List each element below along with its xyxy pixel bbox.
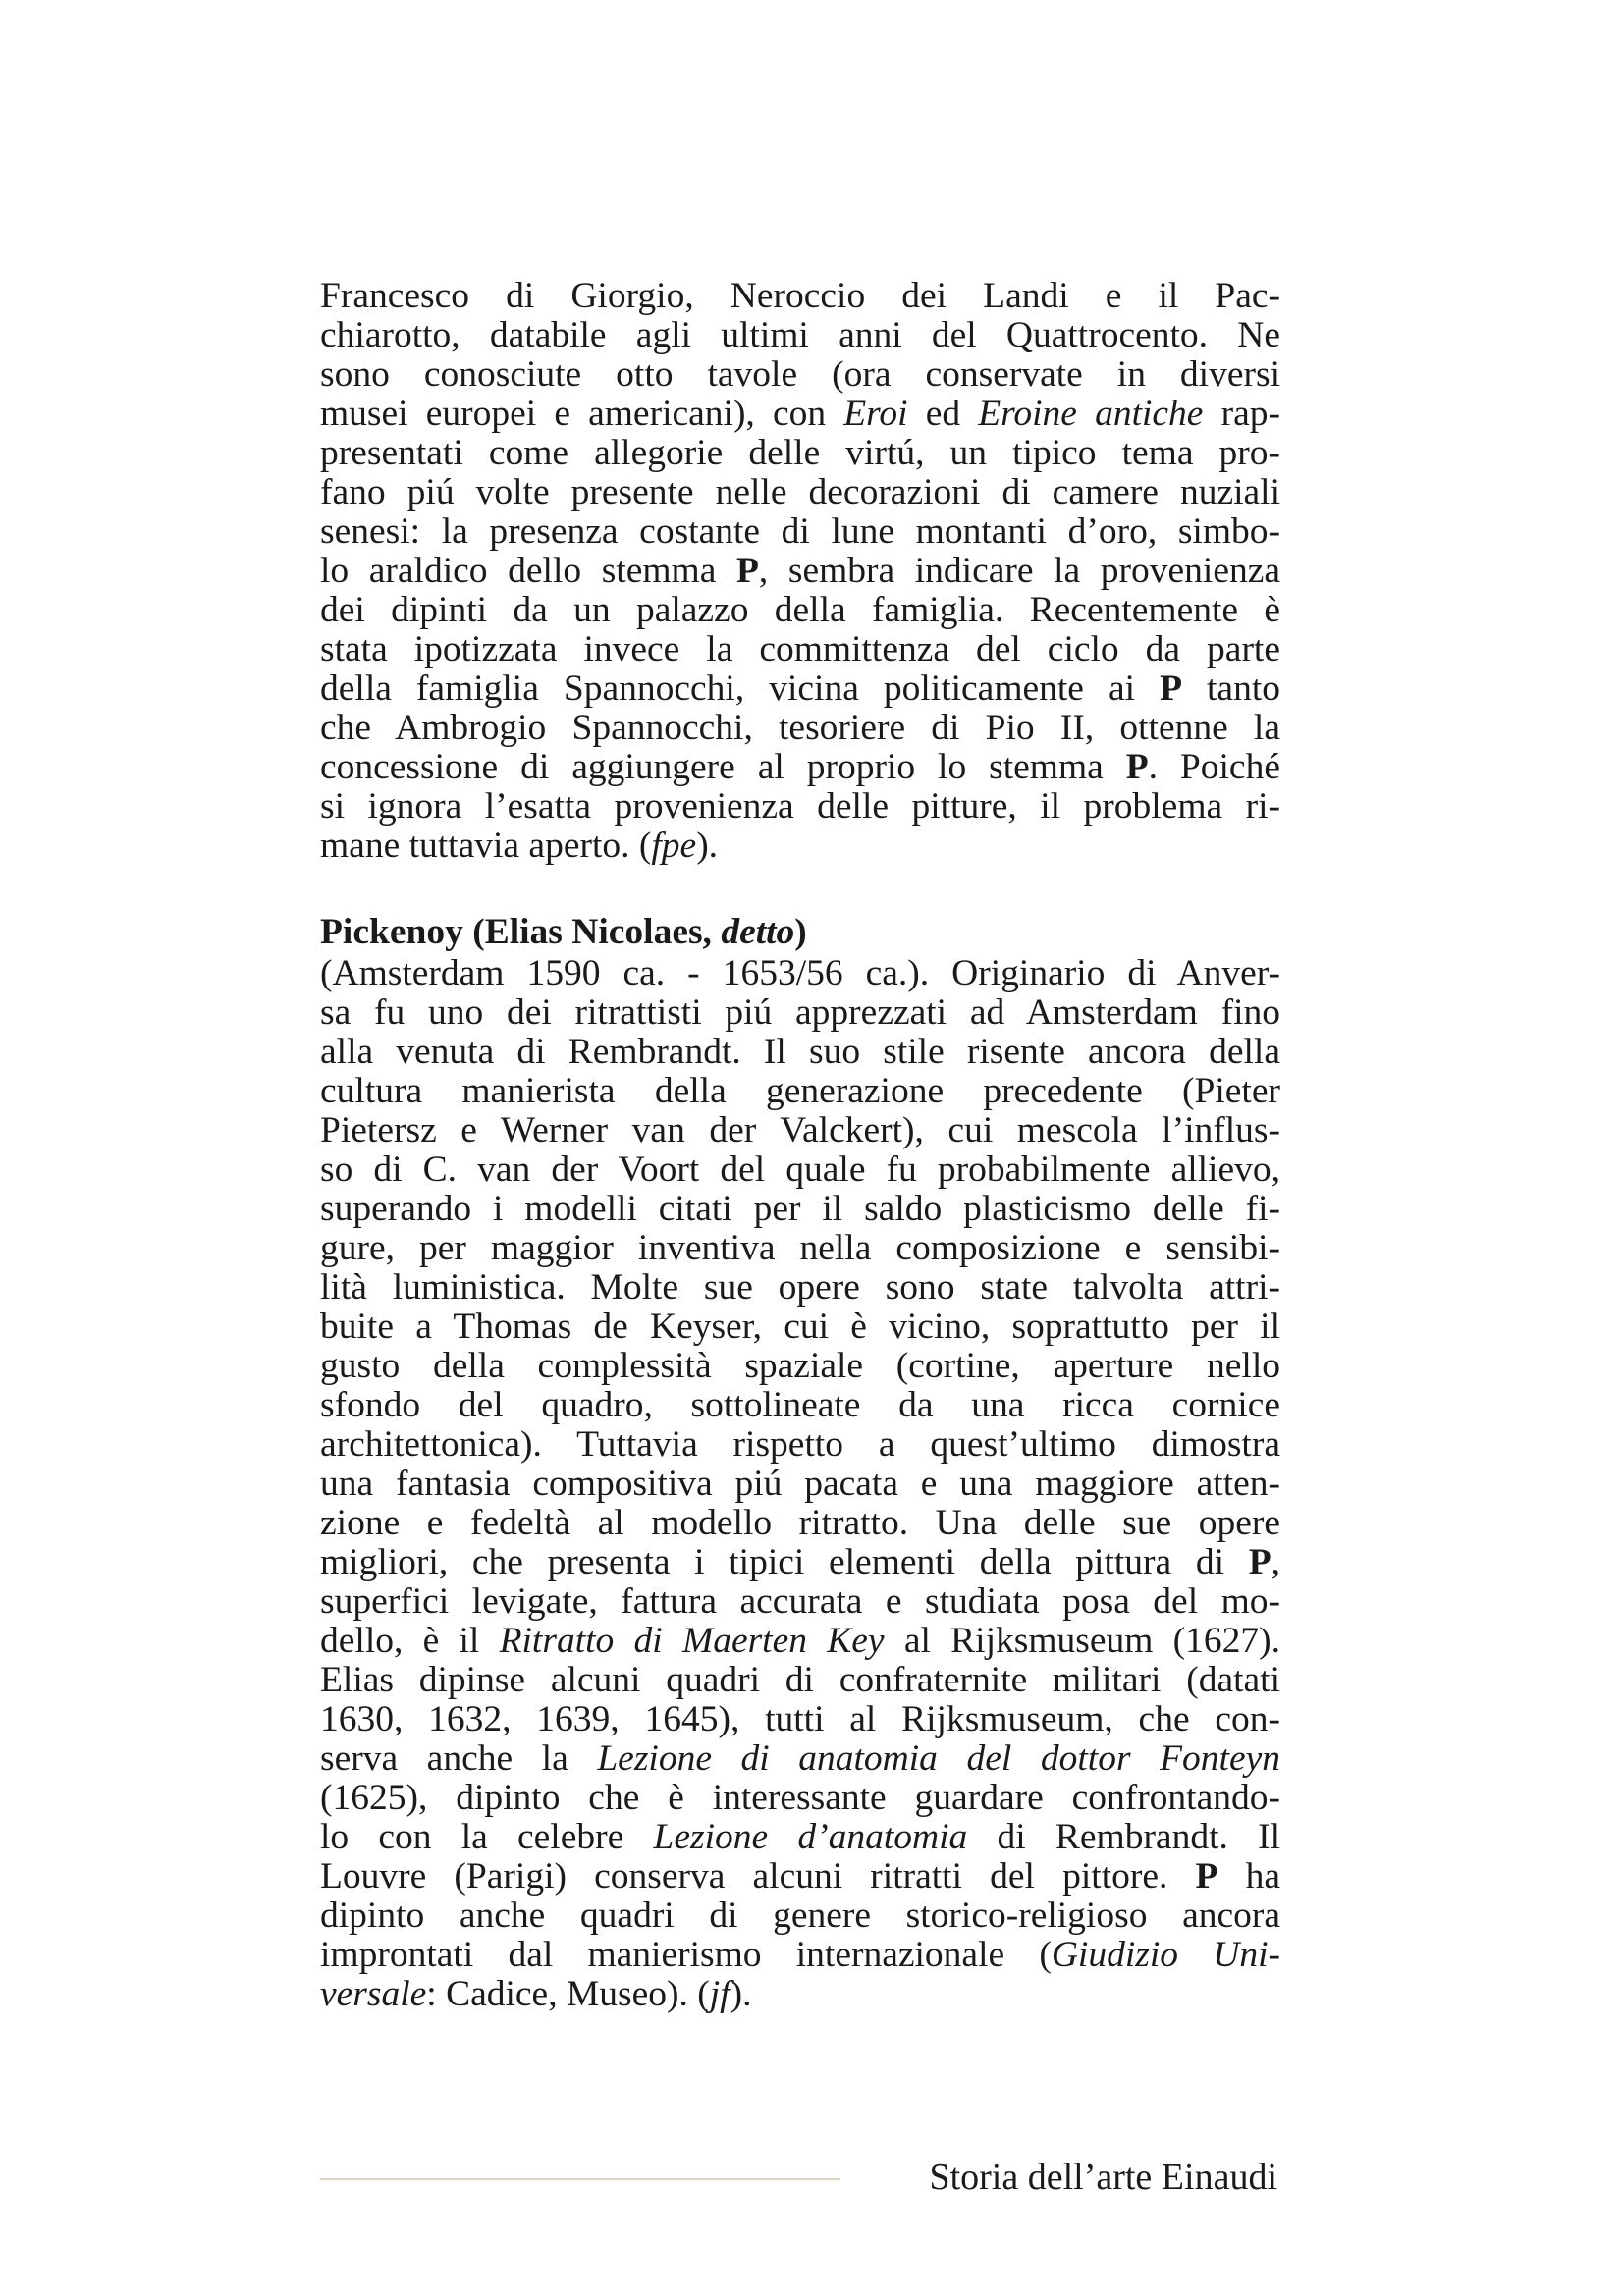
entry-body-paragraph (320, 954, 1280, 2014)
entry-body-line-13: architettonica). Tuttavia rispetto a quest’ultimo dimostra (320, 1424, 1280, 1465)
footer-publisher: Storia dell’arte Einaudi (929, 2157, 1277, 2198)
entry-body-line-26: improntati dal manierismo internazionale (Giudizio Uni- (320, 1935, 1280, 1975)
entry-body-line-12: sfondo del quadro, sottolineate da una ricca cornice (320, 1385, 1280, 1425)
entry-body-line-14: una fantasia compositiva piú pacata e una maggiore atten- (320, 1464, 1280, 1504)
entry-body-line-18: dello, è il Ritratto di Maerten Key al Rijksmuseum (1627). (320, 1621, 1281, 1661)
entry-body-line-23: lo con la celebre Lezione d’anatomia di Rembrandt. Il (320, 1817, 1280, 1857)
entry-body-line-22: (1625), dipinto che è interessante guardare confrontando- (320, 1778, 1280, 1818)
intro-line-5: presentati come allegorie delle virtú, un tipico tema pro- (320, 433, 1280, 473)
intro-line-12: che Ambrogio Spannocchi, tesoriere di Pio II, ottenne la (320, 708, 1280, 748)
intro-line-13: concessione di aggiungere al proprio lo stemma P. Poiché (320, 747, 1280, 787)
entry-body-line-27: versale: Cadice, Museo). (jf). (320, 1974, 752, 2014)
entry-body-line-10: buite a Thomas de Keyser, cui è vicino, soprattutto per il (320, 1307, 1280, 1347)
entry-body-line-7: superando i modelli citati per il saldo plasticismo delle fi- (320, 1189, 1280, 1229)
entry-body-line-5: Pietersz e Werner van der Valckert), cui mescola l’influs- (320, 1110, 1280, 1150)
intro-line-15: mane tuttavia aperto. (fpe). (320, 826, 719, 866)
intro-line-14: si ignora l’esatta provenienza delle pitture, il problema ri- (320, 786, 1280, 827)
intro-line-9: dei dipinti da un palazzo della famiglia. Recentemente è (320, 590, 1280, 630)
intro-line-10: stata ipotizzata invece la committenza del ciclo da parte (320, 629, 1280, 669)
entry-body-line-19: Elias dipinse alcuni quadri di confraternite militari (datati (320, 1660, 1280, 1700)
intro-paragraph (320, 277, 1280, 866)
intro-line-3: sono conosciute otto tavole (ora conservate in diversi (320, 354, 1280, 395)
entry-heading: Pickenoy (Elias Nicolaes, detto) (320, 912, 807, 952)
entry-body-line-11: gusto della complessità spaziale (cortine, aperture nello (320, 1346, 1280, 1386)
entry-body-line-17: superfici levigate, fattura accurata e studiata posa del mo- (320, 1581, 1280, 1622)
entry-body-line-2: sa fu uno dei ritrattisti piú apprezzati ad Amsterdam fino (320, 992, 1280, 1033)
entry-body-line-9: lità luministica. Molte sue opere sono state talvolta attri- (320, 1267, 1280, 1308)
intro-line-4: musei europei e americani), con Eroi ed Eroine antiche rap- (320, 394, 1280, 434)
intro-line-1: Francesco di Giorgio, Neroccio dei Landi e il Pac- (320, 276, 1280, 316)
intro-line-8: lo araldico dello stemma P, sembra indicare la provenienza (320, 551, 1280, 591)
entry-body-line-21: serva anche la Lezione di anatomia del dottor Fonteyn (320, 1738, 1280, 1779)
entry-body-line-3: alla venuta di Rembrandt. Il suo stile risente ancora della (320, 1032, 1280, 1072)
entry-body-line-1: (Amsterdam 1590 ca. - 1653/56 ca.). Originario di Anver- (320, 953, 1280, 993)
entry-body-line-4: cultura manierista della generazione precedente (Pieter (320, 1071, 1280, 1111)
entry-body-line-6: so di C. van der Voort del quale fu probabilmente allievo, (320, 1149, 1280, 1190)
entry-body-line-16: migliori, che presenta i tipici elementi della pittura di P, (320, 1542, 1280, 1582)
intro-line-6: fano piú volte presente nelle decorazioni di camere nuziali (320, 472, 1280, 512)
entry-body-line-25: dipinto anche quadri di genere storico-religioso ancora (320, 1896, 1280, 1936)
entry-body-line-8: gure, per maggior inventiva nella composizione e sensibi- (320, 1228, 1280, 1268)
entry-body-line-20: 1630, 1632, 1639, 1645), tutti al Rijksmuseum, che con- (320, 1699, 1280, 1739)
entry-body-line-15: zione e fedeltà al modello ritratto. Una delle sue opere (320, 1503, 1280, 1543)
intro-line-7: senesi: la presenza costante di lune montanti d’oro, simbo- (320, 511, 1280, 552)
intro-line-2: chiarotto, databile agli ultimi anni del Quattrocento. Ne (320, 315, 1280, 355)
entry-body-line-24: Louvre (Parigi) conserva alcuni ritratti del pittore. P ha (320, 1856, 1280, 1896)
intro-line-11: della famiglia Spannocchi, vicina politicamente ai P tanto (320, 668, 1280, 709)
footer-rule (320, 2178, 840, 2180)
